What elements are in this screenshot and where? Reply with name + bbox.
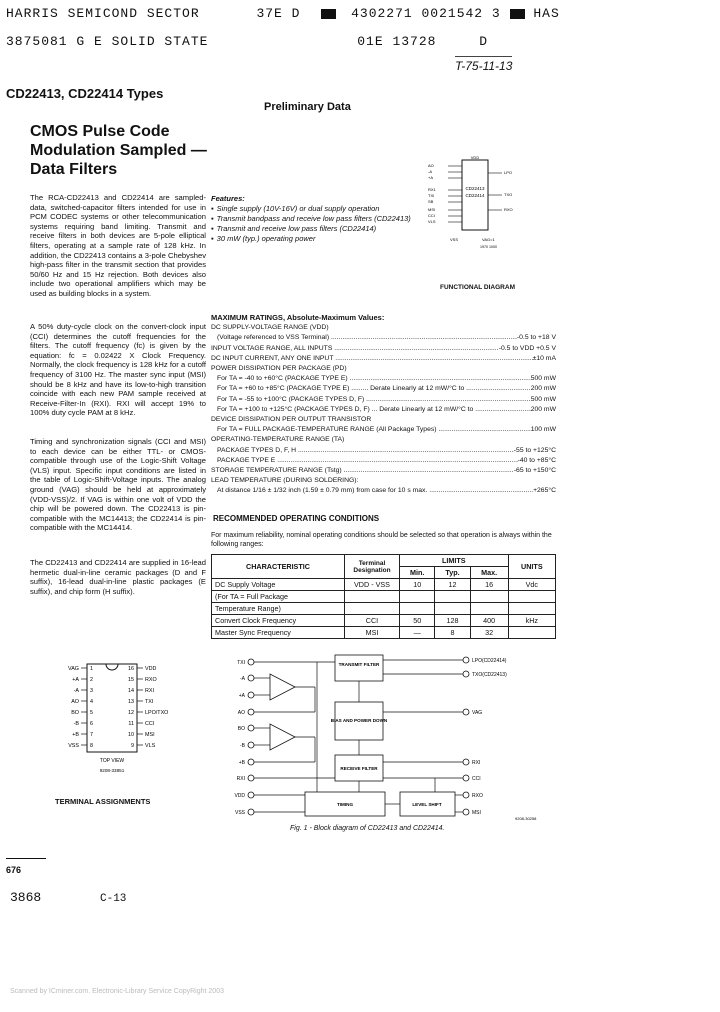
- rating-row: [211, 333, 556, 343]
- preliminary-label: Preliminary Data: [264, 101, 351, 113]
- rating-label: For TA = +100 to +125°C (PACKAGE TYPES D, F) ... Derate Linearly at 12 mW/°C to .....: [217, 405, 531, 415]
- left-pin-number: 1: [90, 666, 93, 672]
- table-header-row: [212, 555, 556, 567]
- right-pin-name: MSI: [145, 732, 155, 738]
- fd-pin: +A: [428, 175, 434, 180]
- right-pin-number: 15: [128, 677, 134, 683]
- bd-pin: MSI: [472, 810, 481, 816]
- table-cell: Convert Clock Frequency: [212, 615, 345, 627]
- right-pin-name: CCI: [145, 721, 155, 727]
- fd-vdd: VDD: [470, 155, 480, 160]
- bd-right-labels: [472, 658, 537, 821]
- header-code-e: D: [479, 34, 489, 49]
- left-pin-number: 4: [90, 699, 93, 705]
- body-paragraph-3: Timing and synchronization signals (CCI and MSI) to each device can be either TTL- or CMOS-compatible through use of the Logic-Shift Voltage (VLS) input. Specific input conditions are listed in the table of Logic-Shift-Voltage inputs. The analog ground (VAG) should be held at approximately (VDD-VSS)/2. If VAG is within one volt of VDD the chip will be powered down. The CD22413 is pin-compatible with the MC14413; the CD22414 is pin-compatible with the MC14414.: [30, 437, 206, 533]
- table-cell: [470, 591, 508, 603]
- handwritten-code: T-75-11-13: [455, 56, 512, 73]
- bd-pin: VDD: [234, 793, 245, 799]
- bd-pin: AO: [237, 710, 245, 716]
- recommended-table: [211, 554, 556, 639]
- op-amp-b-icon: [270, 724, 295, 750]
- rating-label: At distance 1/16 ± 1/32 inch (1.59 ± 0.79 mm) from case for 10 s max. .....: [217, 486, 533, 496]
- rating-label: For TA = -40 to +60°C (PACKAGE TYPE E) .....: [217, 374, 531, 384]
- rating-row: [211, 456, 556, 466]
- right-pin-number: 14: [128, 688, 134, 694]
- feature-item: ▪ 30 mW (typ.) operating power: [219, 234, 411, 244]
- table-cell: kHz: [508, 615, 555, 627]
- bd-pin: TXO(CD22413): [472, 672, 507, 678]
- table-cell: [508, 603, 555, 615]
- page-rule: [6, 858, 46, 859]
- transmit-filter-block: [335, 655, 383, 681]
- table-cell: 10: [400, 579, 435, 591]
- features-title: Features:: [211, 194, 245, 203]
- fd-pin: CCI: [428, 213, 435, 218]
- table-cell: 16: [470, 579, 508, 591]
- pin1-notch-icon: [106, 664, 118, 670]
- table-cell: [508, 591, 555, 603]
- rating-value: 500 mW: [530, 375, 556, 383]
- header-code-c: HAS: [533, 6, 560, 21]
- header-line-1: [6, 6, 560, 21]
- col-units: UNITS: [508, 555, 555, 579]
- fd-code: 1970 1000: [480, 245, 497, 249]
- header-code-a: 37E D: [256, 6, 301, 21]
- rating-row: [211, 425, 556, 435]
- rating-row: [211, 323, 556, 333]
- table-cell: Vdc: [508, 579, 555, 591]
- rating-label: OPERATING-TEMPERATURE RANGE (TA): [211, 436, 345, 444]
- left-pin-name: VSS: [68, 743, 79, 749]
- right-pin-number: 9: [131, 743, 134, 749]
- rating-row: [211, 435, 556, 445]
- table-cell: [400, 591, 435, 603]
- rating-value: 500 mW: [530, 395, 556, 403]
- col-min: Min.: [400, 567, 435, 579]
- right-pin-number: 13: [128, 699, 134, 705]
- bd-pin: VAG: [472, 710, 483, 716]
- recommended-title: RECOMMENDED OPERATING CONDITIONS: [213, 514, 380, 523]
- rating-row: [211, 476, 556, 486]
- fd-pin: RXO: [504, 207, 513, 212]
- table-cell: DC Supply Voltage: [212, 579, 345, 591]
- left-pin-number: 2: [90, 677, 93, 683]
- table-row: [212, 591, 556, 603]
- body-paragraph-4: The CD22413 and CD22414 are supplied in 16-lead hermetic dual-in-line ceramic packages (D and F suffix), 16-lead dual-in-line plastic packages (E suffix), and chip form (H suffix).: [30, 558, 206, 596]
- header-line-2: [6, 34, 488, 49]
- bd-pin: RXO: [472, 793, 483, 799]
- table-row: [212, 627, 556, 639]
- device-types: CD22413, CD22414 Types: [6, 86, 164, 101]
- table-cell: [345, 591, 400, 603]
- bd-pin: BO: [237, 726, 245, 732]
- rating-value: 200 mW: [530, 385, 556, 393]
- rating-value: -0.5 to VDD +0.5 V: [498, 344, 556, 352]
- fd-left-pins: [428, 163, 437, 224]
- maximum-ratings: [211, 313, 556, 497]
- table-cell: Master Sync Frequency: [212, 627, 345, 639]
- rating-value: 200 mW: [530, 405, 556, 413]
- table-cell: MSI: [345, 627, 400, 639]
- col-terminal: Terminal Designation: [345, 555, 400, 579]
- table-row: [212, 579, 556, 591]
- fd-pin: TXI: [428, 193, 435, 198]
- table-row: [212, 603, 556, 615]
- fd-vss: VSS: [450, 237, 459, 242]
- rating-label: (Voltage referenced to VSS Terminal) .....: [217, 333, 517, 343]
- table-cell: [345, 603, 400, 615]
- header-company: HARRIS SEMICOND SECTOR: [6, 6, 200, 21]
- bd-pin: CCI: [472, 776, 481, 782]
- left-pin-number: 3: [90, 688, 93, 694]
- terminal-assignments-label: TERMINAL ASSIGNMENTS: [55, 797, 151, 806]
- top-view-label: TOP VIEW: [99, 758, 125, 764]
- fd-right-pins: [504, 170, 513, 212]
- chip-label-2: CD22414: [465, 193, 485, 198]
- timing-label: TIMING: [336, 802, 354, 807]
- right-pin-number: 10: [128, 732, 134, 738]
- page-title: [30, 122, 207, 179]
- recommended-table-body: [212, 579, 556, 639]
- page-number: 676: [6, 865, 22, 875]
- fd-pin: -A: [428, 169, 432, 174]
- left-pin-name: VAG: [68, 666, 79, 672]
- left-pin-number: 8: [90, 743, 93, 749]
- level-shift-label: LEVEL SHIFT: [412, 802, 442, 807]
- table-cell: [400, 603, 435, 615]
- left-pin-name: BO: [71, 710, 79, 716]
- fd-pin: AO: [428, 163, 434, 168]
- table-cell: —: [400, 627, 435, 639]
- terminal-code: 9208-33851: [99, 768, 125, 773]
- rating-value: +265°C: [533, 487, 556, 495]
- terminal-pins: [68, 666, 168, 749]
- rating-label: PACKAGE TYPE E .....: [217, 456, 518, 466]
- bd-pin: +A: [238, 693, 245, 699]
- rating-value: ±10 mA: [532, 354, 556, 362]
- right-pin-number: 12: [128, 710, 134, 716]
- left-pin-number: 5: [90, 710, 93, 716]
- functional-diagram-label: FUNCTIONAL DIAGRAM: [440, 284, 515, 291]
- col-typ: Typ.: [435, 567, 470, 579]
- rating-row: [211, 384, 556, 394]
- header-division: 3875081 G E SOLID STATE: [6, 34, 209, 49]
- max-ratings-title: MAXIMUM RATINGS, Absolute-Maximum Values:: [211, 313, 385, 322]
- rating-value: -55 to +125°C: [513, 446, 556, 454]
- handwritten-code-2: C-13: [100, 893, 127, 905]
- rating-label: POWER DISSIPATION PER PACKAGE (PD): [211, 365, 347, 373]
- max-ratings-rows: [211, 323, 556, 496]
- header-code-d: 01E 13728: [357, 34, 437, 49]
- handwritten-number: 3868: [10, 890, 42, 905]
- right-pin-name: VLS: [145, 743, 156, 749]
- left-pin-name: +B: [72, 732, 79, 738]
- rating-row: [211, 446, 556, 456]
- rating-row: [211, 486, 556, 496]
- features-list: [211, 194, 411, 244]
- table-cell: 12: [435, 579, 470, 591]
- fd-vag: VAG=1: [482, 237, 495, 242]
- rating-label: For TA = +60 to +85°C (PACKAGE TYPE E) ......... Derate Linearly at 12 mW/°C to .....: [217, 384, 531, 394]
- left-pin-number: 6: [90, 721, 93, 727]
- figure-caption: Fig. 1 - Block diagram of CD22413 and CD22414.: [290, 825, 445, 832]
- col-max: Max.: [470, 567, 508, 579]
- rating-label: DEVICE DISSIPATION PER OUTPUT TRANSISTOR: [211, 416, 372, 424]
- body-paragraph-1: The RCA-CD22413 and CD22414 are sampled-data, switched-capacitor filters intended for use in PCM CODEC systems or other telecommunication systems requiring band limiting. Transmit and receive filters in both devices are 5-pole elliptical filters, operating at a sample rate of 128 kHz. In addition, the CD22413 contains a 3-pole Chebyshev high-pass filter in the transmit section that provides 50/60 Hz and 15 Hz rejection. Both devices also include two operational amplifiers which may be used as building blocks in a system.: [30, 193, 206, 298]
- barcode-block-icon: [321, 9, 336, 19]
- fd-pin: SB: [428, 199, 434, 204]
- rating-label: STORAGE TEMPERATURE RANGE (Tstg) .....: [211, 466, 514, 476]
- rating-label: For TA = -55 to +100°C (PACKAGE TYPES D, F) .....: [217, 395, 531, 405]
- left-pin-name: -B: [73, 721, 79, 727]
- feature-item: ▪ Transmit and receive low pass filters (CD22414): [219, 224, 411, 234]
- fd-pin: LPO: [504, 170, 513, 175]
- fd-pin: VLS: [428, 219, 436, 224]
- bd-pin: +B: [238, 760, 245, 766]
- table-cell: Temperature Range): [212, 603, 345, 615]
- col-limits: LIMITS: [400, 555, 509, 567]
- chip-label-1: CD22413: [465, 186, 485, 191]
- recommended-text: For maximum reliability, nominal operating conditions should be selected so that operation is always within the following ranges:: [211, 532, 552, 548]
- right-pin-name: TXI: [145, 699, 154, 705]
- signal-wires: [254, 660, 463, 812]
- op-amp-a-icon: [270, 674, 295, 700]
- rating-value: -0.5 to +18 V: [516, 334, 556, 342]
- right-pin-number: 16: [128, 666, 134, 672]
- rating-row: [211, 395, 556, 405]
- table-cell: [435, 603, 470, 615]
- bd-pin: LPO(CD22414): [472, 658, 507, 664]
- bd-pin: TXI: [237, 660, 245, 666]
- block-diagram: [225, 652, 555, 822]
- table-cell: 400: [470, 615, 508, 627]
- bd-pin: RXI: [236, 776, 245, 782]
- rating-value: -40 to +85°C: [517, 456, 556, 464]
- rating-label: DC SUPPLY-VOLTAGE RANGE (VDD): [211, 324, 329, 332]
- left-pin-name: +A: [72, 677, 79, 683]
- table-cell: [470, 603, 508, 615]
- table-cell: [508, 627, 555, 639]
- rating-row: [211, 344, 556, 354]
- bd-left-labels: [234, 660, 245, 816]
- terminal-assignments-diagram: [55, 660, 170, 775]
- functional-diagram: [420, 155, 530, 255]
- title-line-3: Data Filters: [30, 161, 118, 178]
- rating-row: [211, 466, 556, 476]
- rating-label: LEAD TEMPERATURE (DURING SOLDERING):: [211, 477, 359, 485]
- fd-pin: TXO: [504, 192, 513, 197]
- right-pin-name: RXI: [145, 688, 154, 694]
- barcode-block-icon: [510, 9, 525, 19]
- bd-pin: -A: [240, 676, 245, 682]
- bias-label: BIAS AND POWER DOWN: [330, 718, 388, 723]
- table-cell: 50: [400, 615, 435, 627]
- bd-code: 9208-30258: [515, 816, 537, 821]
- fd-pin: MSI: [428, 207, 436, 212]
- rating-label: For TA = FULL PACKAGE-TEMPERATURE RANGE (All Package Types) .....: [217, 425, 531, 435]
- table-cell: 32: [470, 627, 508, 639]
- table-cell: VDD - VSS: [345, 579, 400, 591]
- col-characteristic: CHARACTERISTIC: [212, 555, 345, 579]
- right-pin-number: 11: [128, 721, 134, 727]
- rating-value: -65 to +150°C: [513, 467, 556, 475]
- table-cell: 128: [435, 615, 470, 627]
- table-cell: 8: [435, 627, 470, 639]
- feature-item: ▪ Transmit bandpass and receive low pass filters (CD22413): [219, 214, 411, 224]
- bd-pin: VSS: [234, 810, 245, 816]
- table-cell: CCI: [345, 615, 400, 627]
- receive-filter-label: RECEIVE FILTER: [340, 766, 378, 771]
- feature-item: ▪ Single supply (10V-16V) or dual supply operation: [219, 204, 411, 214]
- transmit-filter-label: TRANSMIT FILTER: [338, 662, 380, 667]
- fd-pin: RX1: [428, 187, 436, 192]
- right-pin-name: VDD: [145, 666, 157, 672]
- rating-row: [211, 374, 556, 384]
- title-line-1: CMOS Pulse Code: [30, 123, 170, 140]
- table-cell: [435, 591, 470, 603]
- rating-label: INPUT VOLTAGE RANGE, ALL INPUTS .....: [211, 344, 499, 354]
- rating-row: [211, 405, 556, 415]
- table-cell: (For TA = Full Package: [212, 591, 345, 603]
- rating-row: [211, 364, 556, 374]
- rating-row: [211, 415, 556, 425]
- left-pin-name: AO: [71, 699, 79, 705]
- table-row: [212, 615, 556, 627]
- header-code-b: 4302271 0021542 3: [351, 6, 501, 21]
- left-pin-name: -A: [73, 688, 79, 694]
- rating-label: DC INPUT CURRENT, ANY ONE INPUT .....: [211, 354, 533, 364]
- rating-row: [211, 354, 556, 364]
- rating-label: PACKAGE TYPES D, F, H .....: [217, 446, 514, 456]
- bd-pin: RXI: [472, 760, 481, 766]
- right-pin-name: LPO/TXO: [145, 710, 169, 716]
- left-pin-number: 7: [90, 732, 93, 738]
- body-paragraph-2: A 50% duty-cycle clock on the convert-clock input (CCI) determines the cutoff frequencies for the filters. The cutoff frequency (fc) is given by the equation: fc = 0.02422 X Clock Frequency. Normally, the clock frequency is 128 kHz for a cutoff frequency of 3100 Hz. The master sync input (MSI) should be 8 kHz and have its low-to-high transition coincide with each new PAM sample received at Receive-Filter-In (RXI). RXI will accept 19% to 100% duty cycle PAM at 8 kHz.: [30, 322, 206, 418]
- scan-credit: Scanned by ICminer.com. Electronic-Library Service CopyRight 2003: [10, 988, 224, 995]
- rating-value: 100 mW: [530, 426, 556, 434]
- title-line-2: Modulation Sampled —: [30, 142, 207, 159]
- right-pin-name: RXO: [145, 677, 157, 683]
- bd-pin: -B: [240, 743, 245, 749]
